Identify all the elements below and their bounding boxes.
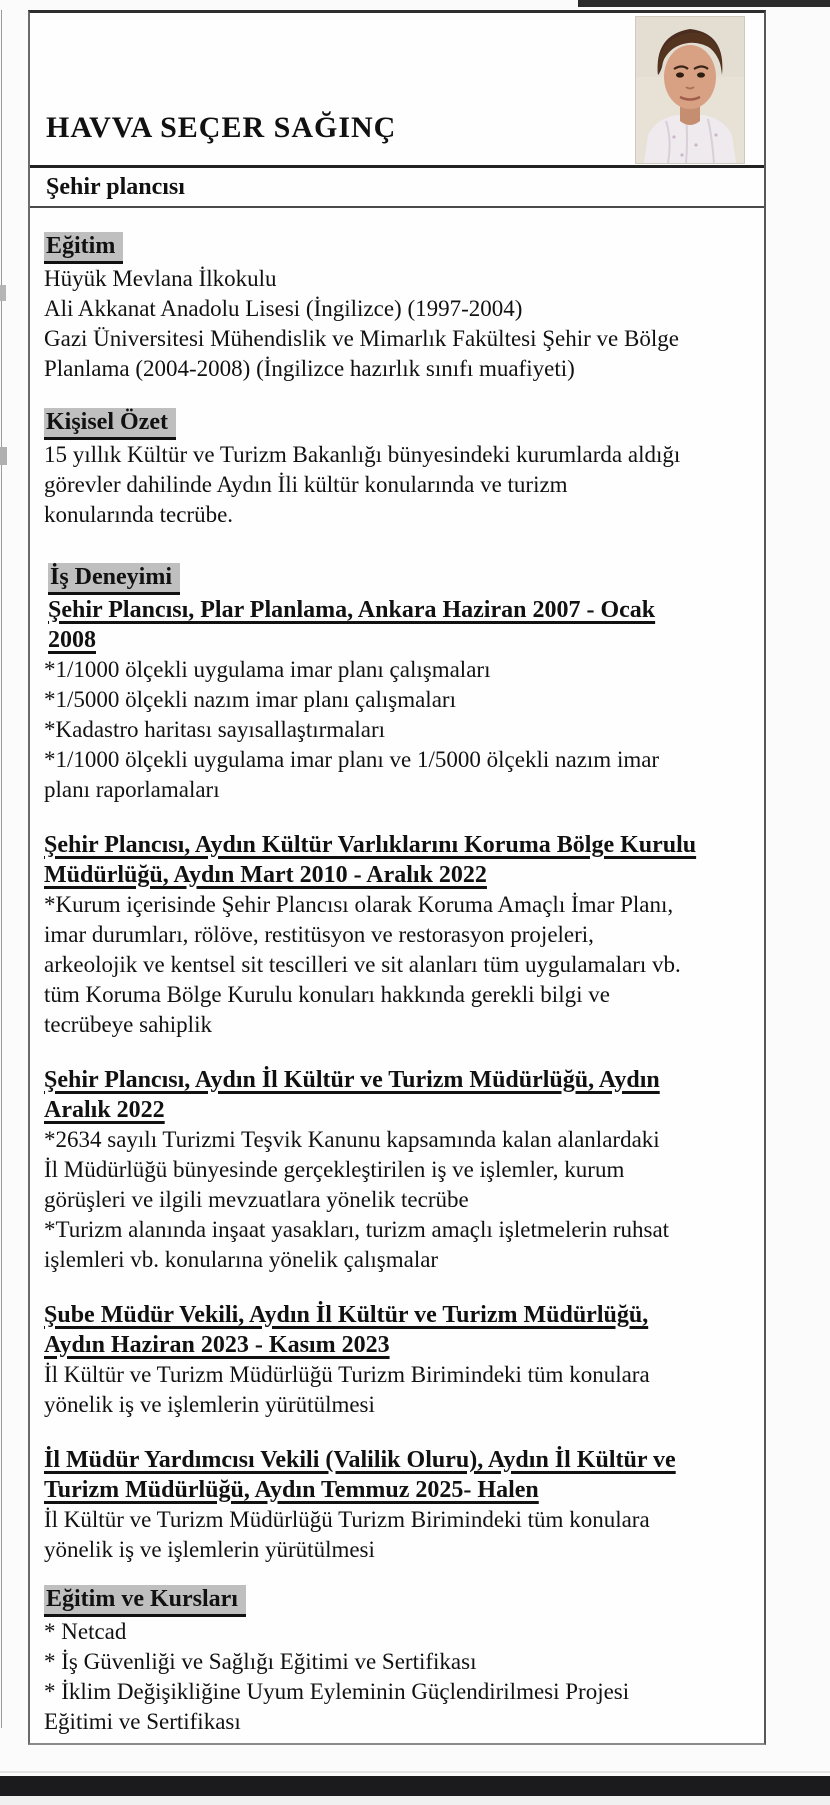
text-line: arkeolojik ve kentsel sit tescilleri ve sit alanları tüm uygulamaları vb. — [44, 952, 681, 977]
text-line: İl Kültür ve Turizm Müdürlüğü Turizm Birimindeki tüm konulara — [44, 1507, 650, 1532]
text-line: konularında tecrübe. — [44, 502, 234, 527]
text-line: imar durumları, rölöve, restitüsyon ve restorasyon projeleri, — [44, 922, 594, 947]
job-title — [44, 830, 744, 890]
text-line: *1/1000 ölçekli uygulama imar planı çalışmaları — [44, 657, 491, 682]
text-line: *1/1000 ölçekli uygulama imar planı ve 1/5000 ölçekli nazım imar — [44, 747, 660, 772]
text-line: *1/5000 ölçekli nazım imar planı çalışmaları — [44, 687, 456, 712]
text-line: *2634 sayılı Turizmi Teşvik Kanunu kapsamında kalan alanlardaki — [44, 1127, 660, 1152]
text-line: *Turizm alanında inşaat yasakları, turizm amaçlı işletmelerin ruhsat — [44, 1217, 670, 1242]
text-line: İl Müdür Yardımcısı Vekili (Valilik Oluru), Aydın İl Kültür ve — [44, 1447, 676, 1473]
text-line: 15 yıllık Kültür ve Turizm Bakanlığı bünyesindeki kurumlarda aldığı — [44, 442, 681, 467]
section-education — [44, 232, 744, 384]
course-lines — [44, 1617, 744, 1737]
section-experience — [44, 563, 744, 1565]
job-title — [44, 1065, 744, 1125]
text-line: Gazi Üniversitesi Mühendislik ve Mimarlık Fakültesi Şehir ve Bölge — [44, 326, 679, 351]
text-line: * Netcad — [44, 1619, 127, 1644]
page-edge-line — [1, 10, 2, 1728]
text-line: * İklim Değişikliğine Uyum Eyleminin Güçlendirilmesi Projesi — [44, 1679, 630, 1704]
job-details — [44, 890, 744, 1040]
text-line: planı raporlamaları — [44, 777, 220, 802]
section-heading-courses: Eğitim ve Kursları — [44, 1585, 246, 1617]
job-entry — [44, 1065, 744, 1275]
job-details — [44, 1505, 744, 1565]
education-lines — [44, 264, 744, 384]
section-heading-summary: Kişisel Özet — [44, 408, 176, 440]
job-details — [44, 655, 744, 805]
job-title — [44, 595, 744, 655]
text-line: * İş Güvenliği ve Sağlığı Eğitimi ve Sertifikası — [44, 1649, 477, 1674]
person-title: Şehir plancısı — [46, 174, 185, 200]
text-line: Hüyük Mevlana İlkokulu — [44, 266, 277, 291]
person-name: HAVVA SEÇER SAĞINÇ — [46, 111, 397, 144]
text-line: Aralık 2022 — [44, 1097, 165, 1123]
bottom-black-bar — [0, 1776, 830, 1796]
cv-document — [28, 10, 766, 1745]
text-line: Müdürlüğü, Aydın Mart 2010 - Aralık 2022 — [44, 862, 487, 888]
text-line: Şube Müdür Vekili, Aydın İl Kültür ve Turizm Müdürlüğü, — [44, 1302, 649, 1328]
text-line: görevler dahilinde Aydın İli kültür konularında ve turizm — [44, 472, 568, 497]
text-line: Eğitimi ve Sertifikası — [44, 1709, 241, 1734]
text-line: tecrübeye sahiplik — [44, 1012, 212, 1037]
text-line: Planlama (2004-2008) (İngilizce hazırlık sınıfı muafiyeti) — [44, 356, 575, 381]
job-entry — [44, 830, 744, 1040]
section-summary — [44, 408, 744, 530]
job-entry — [44, 1445, 744, 1565]
subtitle-divider — [30, 206, 764, 208]
text-line: İl Müdürlüğü bünyesinde gerçekleştirilen iş ve işlemler, kurum — [44, 1157, 625, 1182]
text-line: yönelik iş ve işlemlerin yürütülmesi — [44, 1392, 375, 1417]
text-line: Şehir Plancısı, Plar Planlama, Ankara Haziran 2007 - Ocak — [48, 597, 656, 623]
scan-artifact-top-bar — [578, 0, 830, 7]
bottom-divider-line — [0, 1771, 830, 1773]
text-line: Şehir Plancısı, Aydın Kültür Varlıklarını Koruma Bölge Kurulu — [44, 832, 697, 858]
text-line: işlemleri vb. konularına yönelik çalışmalar — [44, 1247, 439, 1272]
text-line: tüm Koruma Bölge Kurulu konuları hakkında gerekli bilgi ve — [44, 982, 610, 1007]
text-line: İl Kültür ve Turizm Müdürlüğü Turizm Birimindeki tüm konulara — [44, 1362, 650, 1387]
scan-artifact-tick — [0, 447, 7, 465]
section-courses — [44, 1585, 744, 1737]
text-line: görüşleri ve ilgili mevzuatlara yönelik tecrübe — [44, 1187, 469, 1212]
job-details — [44, 1360, 744, 1420]
job-details — [44, 1125, 744, 1275]
text-line: *Kurum içerisinde Şehir Plancısı olarak Koruma Amaçlı İmar Planı, — [44, 892, 674, 917]
summary-lines — [44, 440, 744, 530]
scan-artifact-tick — [0, 285, 6, 301]
text-line: Ali Akkanat Anadolu Lisesi (İngilizce) (1997-2004) — [44, 296, 523, 321]
job-title — [44, 1445, 744, 1505]
text-line: 2008 — [48, 627, 96, 653]
text-line: *Kadastro haritası sayısallaştırmaları — [44, 717, 386, 742]
bottom-gray-strip — [0, 1796, 830, 1805]
header-divider — [30, 165, 764, 168]
section-heading-experience: İş Deneyimi — [48, 563, 180, 595]
job-title — [44, 1300, 744, 1360]
job-entry — [44, 1300, 744, 1420]
text-line: yönelik iş ve işlemlerin yürütülmesi — [44, 1537, 375, 1562]
text-line: Şehir Plancısı, Aydın İl Kültür ve Turizm Müdürlüğü, Aydın — [44, 1067, 660, 1093]
text-line: Aydın Haziran 2023 - Kasım 2023 — [44, 1332, 390, 1358]
document-body — [30, 105, 764, 1743]
job-entry — [44, 595, 744, 805]
text-line: Turizm Müdürlüğü, Aydın Temmuz 2025- Halen — [44, 1477, 539, 1503]
section-heading-education: Eğitim — [44, 232, 123, 264]
portrait-photo — [635, 16, 745, 164]
